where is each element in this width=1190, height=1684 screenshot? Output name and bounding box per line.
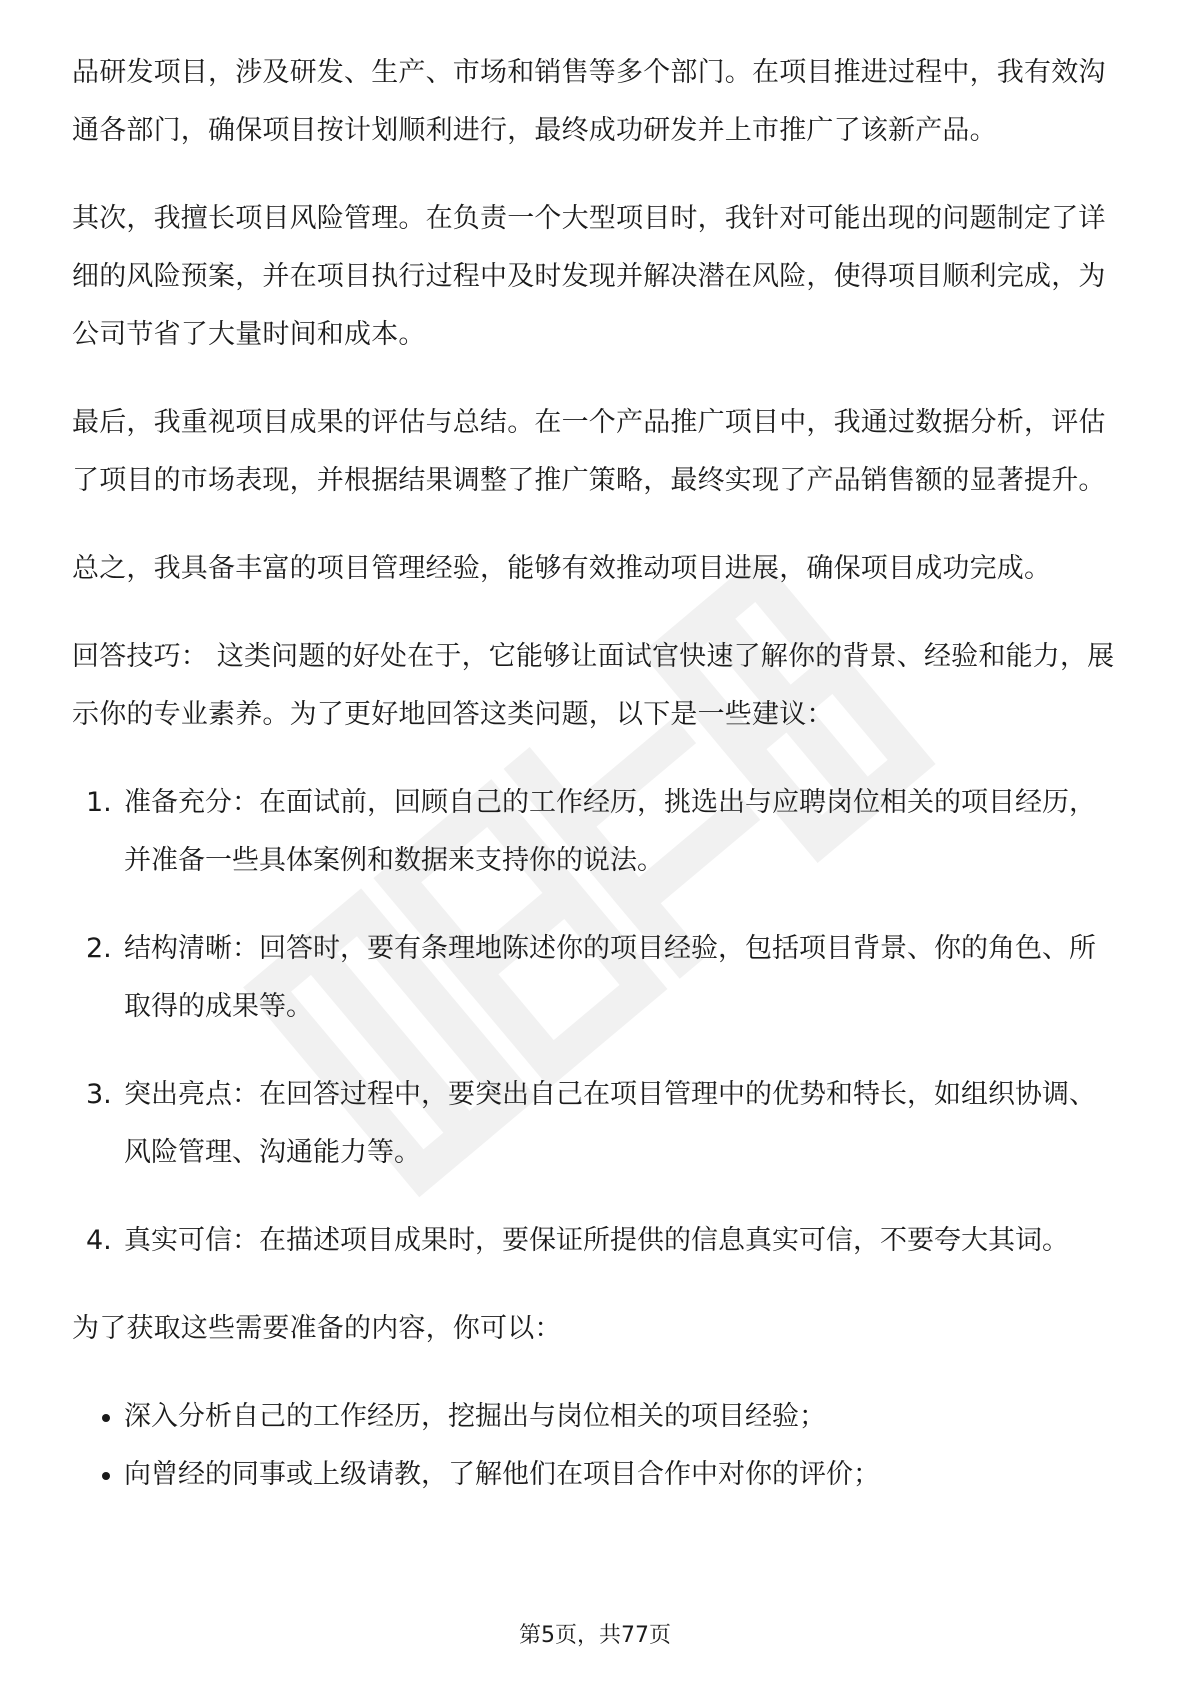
bullet-dot-icon (102, 1472, 110, 1480)
list-item (72, 1446, 1122, 1504)
paragraph-answer-tips: 回答技巧： 这类问题的好处在于，它能够让面试官快速了解你的背景、经验和能力，展示你的专业素养。为了更好地回答这类问题，以下是一些建议： (72, 641, 1115, 730)
list-item-text: 真实可信：在描述项目成果时，要保证所提供的信息真实可信，不要夸大其词。 (124, 1225, 1069, 1256)
tips-list (72, 774, 1122, 1270)
list-number: 4. (86, 1225, 112, 1256)
paragraph-risk-management: 其次，我擅长项目风险管理。在负责一个大型项目时，我针对可能出现的问题制定了详细的风险预案，并在项目执行过程中及时发现并解决潜在风险，使得项目顺利完成，为公司节省了大量时间和成本。 (72, 203, 1106, 350)
paragraph-summary: 总之，我具备丰富的项目管理经验，能够有效推动项目进展，确保项目成功完成。 (72, 553, 1052, 584)
page-number-footer: 第5页，共77页 (519, 1623, 671, 1648)
list-item (72, 1066, 1122, 1182)
list-item-text: 结构清晰：回答时，要有条理地陈述你的项目经验，包括项目背景、你的角色、所取得的成果等。 (124, 933, 1096, 1022)
list-item-text: 深入分析自己的工作经历，挖掘出与岗位相关的项目经验； (124, 1401, 826, 1432)
list-item-text: 突出亮点：在回答过程中，要突出自己在项目管理中的优势和特长，如组织协调、风险管理、沟通能力等。 (124, 1079, 1096, 1168)
list-item-text: 准备充分：在面试前，回顾自己的工作经历，挑选出与应聘岗位相关的项目经历，并准备一些具体案例和数据来支持你的说法。 (124, 787, 1096, 876)
prep-bullet-list (72, 1388, 1122, 1504)
list-number: 1. (86, 787, 112, 818)
main-content (72, 44, 1122, 1504)
list-item-text: 向曾经的同事或上级请教，了解他们在项目合作中对你的评价； (124, 1459, 880, 1490)
list-item (72, 920, 1122, 1036)
list-item (72, 1212, 1122, 1270)
list-item (72, 774, 1122, 890)
bullet-dot-icon (102, 1414, 110, 1422)
paragraph-prep-intro: 为了获取这些需要准备的内容，你可以： (72, 1313, 562, 1344)
list-number: 2. (86, 933, 112, 964)
list-item (72, 1388, 1122, 1446)
list-number: 3. (86, 1079, 112, 1110)
paragraph-project-communication: 品研发项目，涉及研发、生产、市场和销售等多个部门。在项目推进过程中，我有效沟通各部门，确保项目按计划顺利进行，最终成功研发并上市推广了该新产品。 (72, 57, 1106, 146)
paragraph-evaluation: 最后，我重视项目成果的评估与总结。在一个产品推广项目中，我通过数据分析，评估了项目的市场表现，并根据结果调整了推广策略，最终实现了产品销售额的显著提升。 (72, 407, 1106, 496)
